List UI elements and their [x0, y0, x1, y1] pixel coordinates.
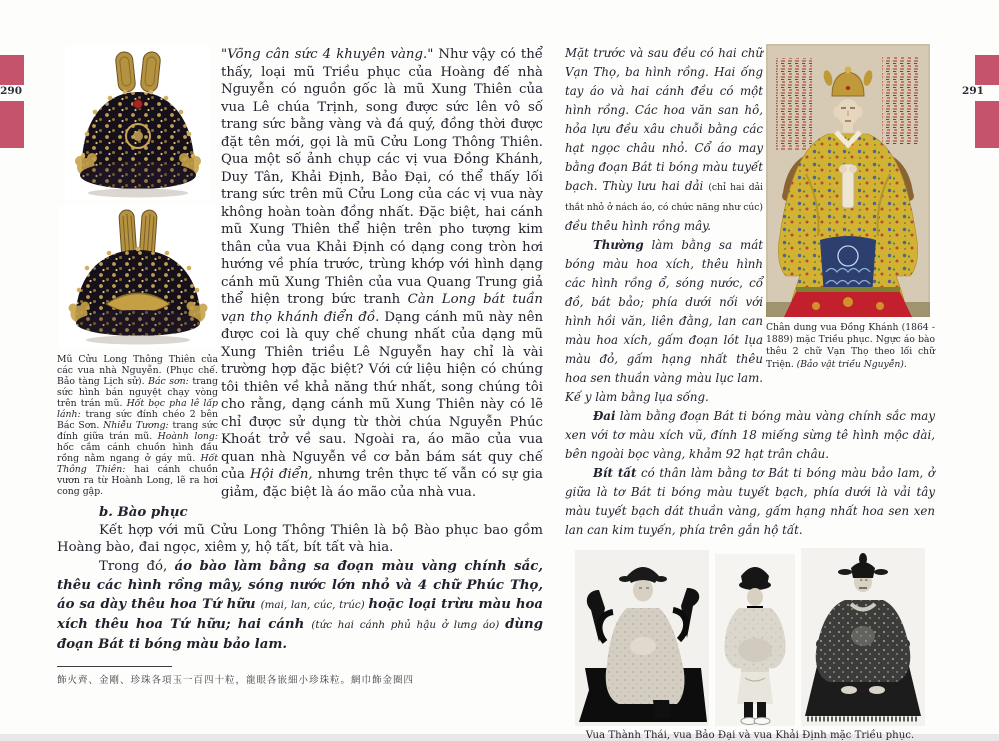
hat-photo-side [59, 206, 217, 348]
hat-figures [57, 46, 218, 497]
portrait-figure [766, 44, 935, 371]
left-paragraph-3: Trong đó, áo bào làm bằng sa đoạn màu vàng chính sắc, thêu các hình rồng mây, sóng nước lớn nhỏ và 4 chữ Phúc Thọ, áo sa dày thêu hoa Tứ hữu (mai, lan, cúc, trúc) hoặc loại trừu màu hoa xích thêu hoa Tứ hữu; hai cánh (tức hai cánh phủ hậu ở lưng áo) dùng đoạn Bát ti bóng màu bảo lam. [57, 558, 544, 652]
footnote-text: 飾火齊、金剛、珍珠各項玉一百四十粒，龍眼各嵌細小珍珠粒。網巾飾金圈四 [57, 674, 415, 686]
dong-khanh-portrait [766, 44, 930, 317]
left-paragraph-1: "Võng cân sức 4 khuyên vàng." Như vậy có thể thấy, loại mũ Triều phục của Hoàng đế nhà Nguyễn có nguồn gốc là mũ Xung Thiên của vua Lê chúa Trịnh, song được sức lên vô số trang sức bằng vàng và đá quý, đồng thời được đặt tên mới, gọi là mũ Cửu Long Thông Thiên. Qua một số ảnh chụp các vị vua Đồng Khánh, Duy Tân, Khải Định, Bảo Đại, có thể thấy lối trang sức trên mũ Cửu Long của các vị vua này không hoàn toàn đồng nhất. Đặc biệt, hai cánh mũ Xung Thiên thể hiện trên pho tượng kim thân của vua Khải Định có dạng cong tròn hơi hướng về phía trước, trùng khớp với hình dạng cánh mũ Xung Thiên của vua Quang Trung giả thể hiện trong bức tranh Càn Long bát tuần vạn thọ khánh điển đồ. Dạng cánh mũ này nên được coi là quy chế chung nhất của dạng mũ Xung Thiên triều Lê Nguyễn hay chỉ là vài trường hợp đặc biệt? Với cứ liệu hiện có chúng tôi thiên về khả năng thứ nhất, song chúng tôi cho rằng, dạng cánh mũ Xung Thiên này có lẽ chỉ được sử dụng từ thời chúa Nguyễn Phúc Khoát trở về sau. Ngoài ra, áo mão của vua quan nhà Nguyễn về cơ bản bám sát quy chế của Hội điển, nhưng trên thực tế vẫn có sự gia giảm, đặc biệt là áo mão của nhà vua. [221, 47, 544, 500]
left-edge-band-bottom [0, 101, 24, 148]
left-subheading: b. Bào phục [99, 505, 188, 520]
photos-caption: Vua Thành Thái, vua Bảo Đại và vua Khải Định mặc Triều phục. [585, 730, 915, 741]
portrait-caption: Chân dung vua Đồng Khánh (1864 - 1889) mặc Triều phục. Ngực áo bào thêu 2 chữ Vạn Thọ theo lối chữ Triện. (Bảo vật triều Nguyễn). [766, 322, 935, 370]
right-paragraph-1: Mặt trước và sau đều có hai chữ Vạn Thọ, ba hình rồng. Hai ống tay áo và hai cánh đều có một hình rồng. Các hoa văn san hô, hỏa lựu đều xâu chuỗi bằng các hạt ngọc châu nhỏ. Cổ áo may bằng đoạn Bát ti bóng màu tuyết bạch. Thùy lưu hai dải (chỉ hai dải thắt nhỏ ở nách áo, có chức năng như cúc) đều thêu hình rồng mây. [565, 46, 763, 233]
right-page-number: 291 [962, 85, 984, 97]
emperor-photos-row [565, 548, 935, 726]
thanh-thai-photo [575, 550, 709, 726]
right-paragraph-4: Bít tất có thân làm bằng tơ Bát ti bóng màu bảo lam, ở giữa là tơ Bát ti bóng màu tuyết bạch, phía dưới là vải tây màu tuyết bạch dát thuần vàng, gấm hạng nhất hoa sen xen lan can kim tuyến, phía trên gắn hộ tất. [565, 466, 935, 537]
right-edge-band-top [975, 55, 999, 85]
footnote-rule [57, 666, 172, 667]
left-page-number: 290 [0, 85, 22, 97]
khai-dinh-photo [801, 548, 925, 726]
left-edge-band-top [0, 55, 24, 85]
right-paragraph-3: Đai làm bằng đoạn Bát ti bóng màu vàng chính sắc may xen với tơ màu xích vũ, đính 18 miếng sừng tê hình mộc dài, bên ngoài bọc vàng, khảm 92 hạt trân châu. [565, 409, 935, 461]
calligraphy-left [776, 58, 812, 150]
right-edge-band-bottom [975, 101, 999, 148]
calligraphy-right [882, 56, 920, 144]
hat-photo-front [65, 46, 211, 200]
left-paragraph-2: Kết hợp với mũ Cửu Long Thông Thiên là bộ Bào phục bao gồm Hoàng bào, đai ngọc, xiêm y, hộ tất, bít tất và hia. [57, 522, 543, 555]
right-paragraph-2: Thường làm bằng sa mát bóng màu hoa xích, thêu hình các hình rồng ổ, sóng nước, cổ đồ, bát bảo; phía dưới nối với hình hồi văn, liên đằng, lan can màu hoa xích, gấm đoạn lót lụa màu đỏ, gấm hạng nhất thêu hoa sen thuần vàng màu lục lam. Kế y làm bằng lụa sống. [565, 238, 764, 404]
left-page-content [57, 46, 543, 686]
right-page-content [565, 44, 935, 741]
bao-dai-photo [715, 554, 795, 726]
hats-caption: Mũ Cửu Long Thông Thiên của các vua nhà Nguyễn. (Phục chế. Bảo tàng Lịch sử). Bác sơn: trang sức hình bán nguyệt chạy vòng trên trán mũ. Hốt bọc pha lê lấp lánh: trang sức đính chéo 2 bên Bác Sơn. Nhiễu Tương: trang sức đính giữa trán mũ. Hoành long: hốc cắm cánh chuồn hình đầu rồng nằm ngang ở gáy mũ. Hốt Thông Thiên: hai cánh chuồn vươn ra từ Hoành Long, lẽ ra hơi cong gập. [57, 354, 219, 497]
